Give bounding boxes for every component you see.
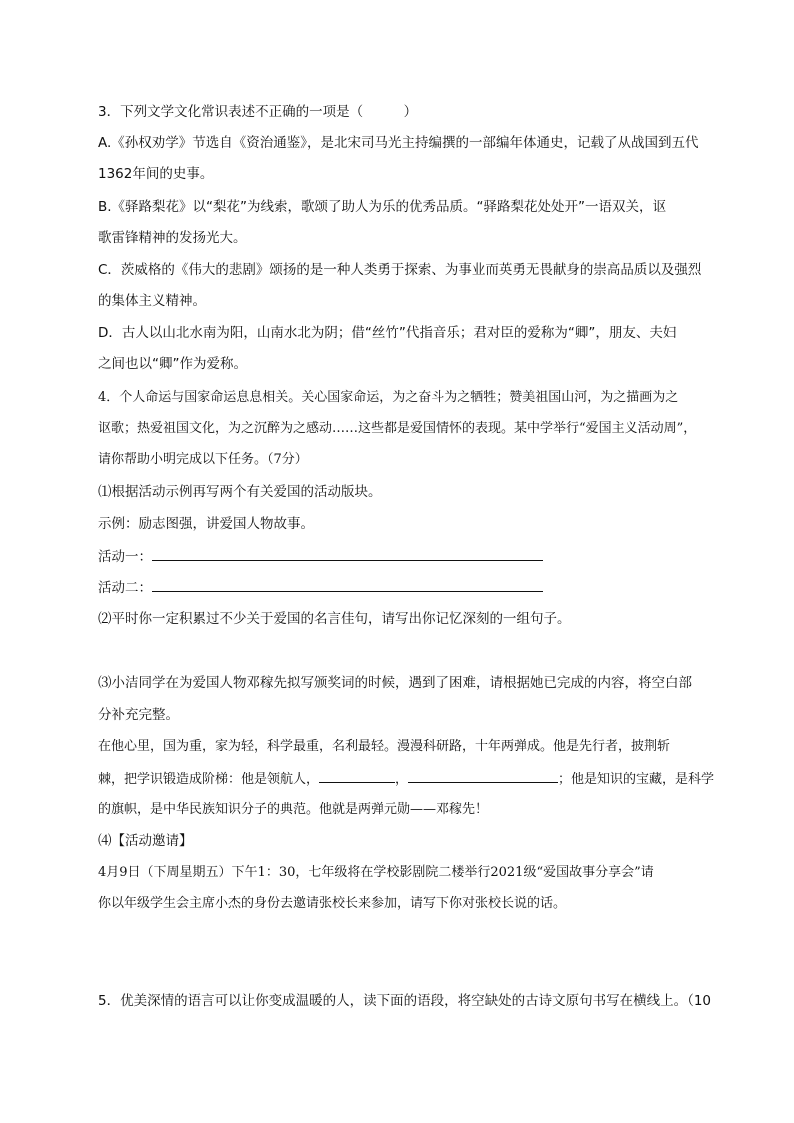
award-blank-1[interactable]	[319, 768, 395, 783]
activity-one-row	[98, 546, 543, 567]
award-text-segment-c: ；他是知识的宝藏，是科学	[558, 772, 715, 787]
award-blank-2[interactable]	[408, 768, 558, 783]
q5-stem: 5．优美深情的语言可以让你变成温暖的人，读下面的语段，将空缺处的古诗文原句书写在横线上。（10	[98, 993, 712, 1009]
q4-stem-line3: 请你帮助小明完成以下任务。（7分）	[98, 452, 308, 467]
award-text-line2	[98, 768, 714, 790]
activity-two-blank[interactable]	[152, 577, 543, 592]
activity-one-label: 活动一：	[98, 549, 152, 565]
q4-part4-title: ⑷【活动邀请】	[98, 833, 193, 849]
q4-part2-prompt: ⑵平时你一定积累过不少关于爱国的名言佳句，请写出你记忆深刻的一组句子。	[98, 611, 571, 627]
q4-part3-prompt-line2: 分补充完整。	[98, 707, 179, 723]
q3-option-d-line1: D．古人以山北水南为阳，山南水北为阴；借“丝竹”代指音乐；君对臣的爱称为“卿”，朋友、夫妇	[98, 325, 677, 341]
q3-option-a-line2: 1362年间的史事。	[98, 166, 214, 182]
q3-option-b-line2: 歌雷锋精神的发扬光大。	[98, 230, 247, 246]
q3-option-c-line1: C．茨威格的《伟大的悲剧》颂扬的是一种人类勇于探索、为事业而英勇无畏献身的崇高品质以及强烈	[98, 262, 702, 278]
q4-stem-line2: 讴歌；热爱祖国文化，为之沉醉为之感动……这些都是爱国情怀的表现。某中学举行“爱国主义活动周”，	[98, 421, 697, 436]
q3-option-b-line1: B.《驿路梨花》以“梨花”为线索，歌颂了助人为乐的优秀品质。“驿路梨花处处开”一语双关，讴	[98, 199, 667, 215]
award-text-segment-b: ，	[395, 772, 409, 787]
award-text-segment-a: 棘，把学识锻造成阶梯：他是领航人，	[98, 772, 320, 787]
award-text-line3: 的旗帜，是中华民族知识分子的典范。他就是两弹元勋——邓稼先！	[98, 802, 489, 817]
q3-option-a-line1: A.《孙权劝学》节选自《资治通鉴》，是北宋司马光主持编撰的一部编年体通史，记载了从战国到五代	[98, 135, 699, 151]
activity-two-label: 活动二：	[98, 580, 152, 596]
q4-stem-line1: 4．个人命运与国家命运息息相关。关心国家命运，为之奋斗为之牺牲；赞美祖国山河，为之描画为之	[98, 390, 679, 405]
q4-part3-prompt-line1: ⑶小洁同学在为爱国人物邓稼先拟写颁奖词的时候，遇到了困难，请根据她已完成的内容，将空白部	[98, 675, 692, 691]
q4-part1-prompt: ⑴根据活动示例再写两个有关爱国的活动版块。	[98, 484, 382, 500]
award-text-line1: 在他心里，国为重，家为轻，科学最重，名利最轻。漫漫科研路，十年两弹成。他是先行者，披荆斩	[98, 739, 671, 754]
q4-example: 示例：励志图强，讲爱国人物故事。	[98, 516, 314, 532]
activity-one-blank[interactable]	[152, 546, 543, 561]
q3-option-c-line2: 的集体主义精神。	[98, 293, 206, 309]
q3-stem: 3．下列文学文化常识表述不正确的一项是（ ）	[98, 104, 418, 120]
invitation-line1: 4月9日（下周星期五）下午1：30，七年级将在学校影剧院二楼举行2021级“爱国故事分享会”请	[98, 865, 654, 880]
invitation-line2: 你以年级学生会主席小杰的身份去邀请张校长来参加，请写下你对张校长说的话。	[98, 896, 567, 911]
q3-option-d-line2: 之间也以“卿”作为爱称。	[98, 356, 247, 372]
activity-two-row	[98, 577, 543, 598]
